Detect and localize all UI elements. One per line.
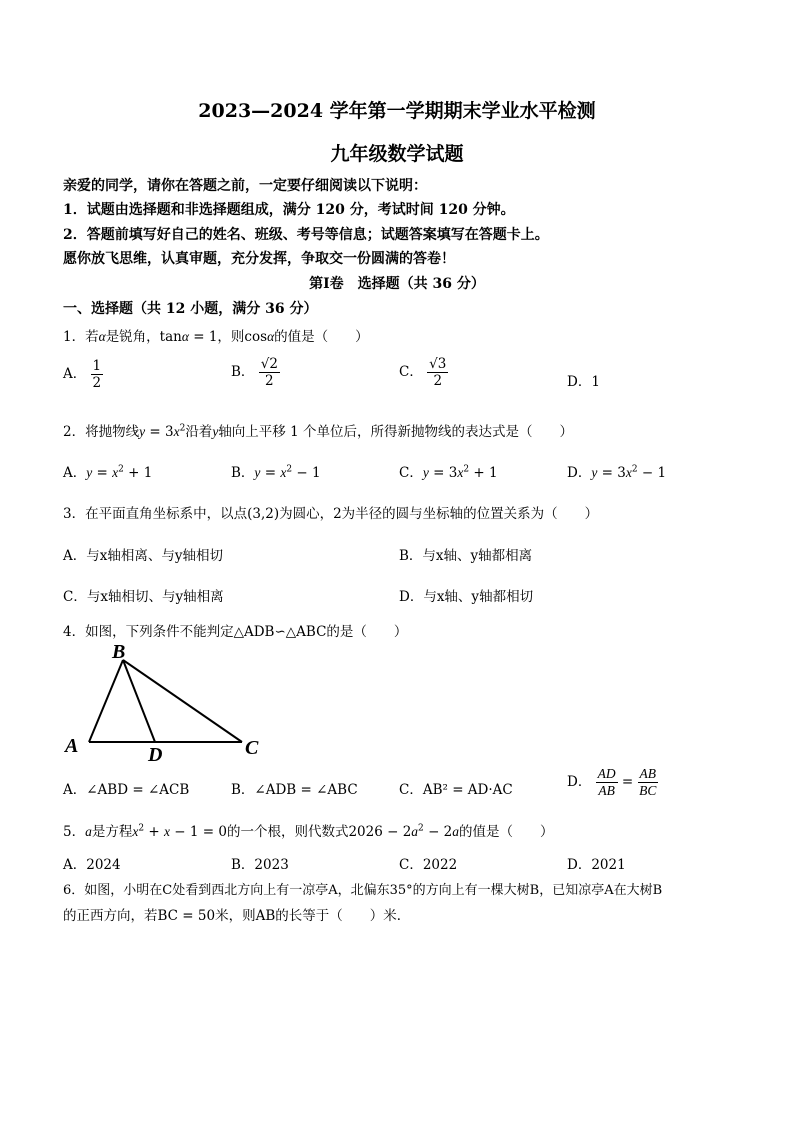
- question-4-option-d: D． $\frac{AD}{AB}$ = $\frac{AB}{BC}$: [567, 766, 657, 798]
- question-6-line-2: 的正西方向，若BC = 50米，则AB的长等于（ ）米．: [63, 908, 411, 924]
- label-b: B: [112, 641, 126, 663]
- question-4-option-c: C．AB² = AD·AC: [399, 782, 513, 798]
- volume-heading: 第Ⅰ卷 选择题（共 36 分）: [309, 276, 485, 292]
- label-c: C: [245, 737, 259, 759]
- question-3-option-a: A．与x轴相离、与y轴相切: [63, 548, 223, 564]
- notice-line-2: 1．试题由选择题和非选择题组成，满分 120 分，考试时间 120 分钟。: [63, 202, 515, 218]
- label-a: A: [65, 735, 79, 757]
- triangle-figure: [60, 640, 270, 765]
- question-5-option-c: C．2022: [399, 857, 458, 873]
- question-3-stem: 3．在平面直角坐标系中，以点(3,2)为圆心，2为半径的圆与坐标轴的位置关系为（ ）: [63, 506, 599, 522]
- question-1-option-d: D．1: [567, 374, 600, 390]
- question-1-option-c: C． $\frac{√3}{2}$: [399, 356, 447, 389]
- exam-subtitle: 九年级数学试题: [330, 143, 464, 165]
- question-5-option-a: A．2024: [63, 857, 121, 873]
- question-3-option-b: B．与x轴、y轴都相离: [399, 548, 533, 564]
- question-6-line-1: 6．如图，小明在C处看到西北方向上有一凉亭A，北偏东35°的方向上有一棵大树B，已知凉亭A在大树B: [63, 883, 663, 898]
- question-4-option-b: B．∠ADB = ∠ABC: [231, 782, 358, 798]
- question-2-option-c: C．$y = 3x^2 + 1$: [399, 464, 498, 481]
- question-5-option-d: D．2021: [567, 857, 626, 873]
- question-5-stem: 5．a是方程$x^2 + x - 1 = 0$的一个根，则代数式$2026 - 2a^2 - 2a$的值是（ ）: [63, 823, 554, 840]
- notice-line-1: 亲爱的同学，请你在答题之前，一定要仔细阅读以下说明：: [63, 178, 427, 194]
- question-2-stem: 2．将抛物线$y = 3x^2$沿着y轴向上平移 1 个单位后，所得新抛物线的表达式是（ ）: [63, 423, 573, 440]
- question-2-option-d: D．$y = 3x^2 - 1$: [567, 464, 667, 481]
- question-3-option-d: D．与x轴、y轴都相切: [399, 589, 534, 605]
- question-2-option-a: A．$y = x^2 + 1$: [63, 464, 153, 481]
- label-d: D: [148, 744, 163, 765]
- question-1-option-b: B． $\frac{√2}{2}$: [231, 356, 278, 389]
- question-1-stem: 1．若α是锐角，tanα = 1，则cosα的值是（ ）: [63, 329, 369, 345]
- part-heading: 一、选择题（共 12 小题，满分 36 分）: [63, 301, 318, 317]
- segment-bc: [123, 660, 242, 742]
- question-5-option-b: B．2023: [231, 857, 289, 873]
- notice-line-4: 愿你放飞思维，认真审题，充分发挥，争取交一份圆满的答卷！: [63, 251, 455, 267]
- notice-line-3: 2．答题前填写好自己的姓名、班级、考号等信息；试题答案填写在答题卡上。: [63, 227, 549, 243]
- question-4-stem: 4．如图，下列条件不能判定△ADB∽△ABC的是（ ）: [63, 624, 408, 640]
- exam-title: 2023—2024 学年第一学期期末学业水平检测: [198, 100, 596, 122]
- segment-ab: [89, 660, 123, 742]
- question-4-option-a: A．∠ABD = ∠ACB: [63, 782, 190, 798]
- segment-bd: [123, 660, 155, 742]
- question-2-option-b: B．$y = x^2 - 1$: [231, 464, 321, 481]
- question-1-option-a: A． $\frac{1}{2}$: [63, 358, 102, 391]
- question-3-option-c: C．与x轴相切、与y轴相离: [63, 589, 224, 605]
